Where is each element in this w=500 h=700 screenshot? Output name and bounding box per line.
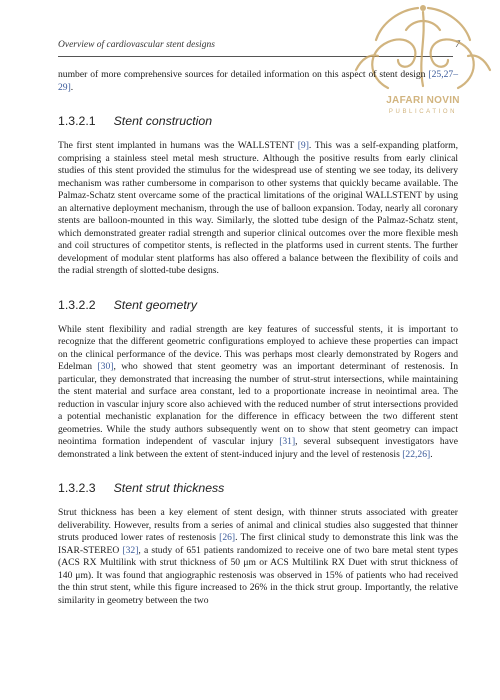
- citation-link[interactable]: [25,27–29]: [58, 69, 458, 93]
- intro-end: .: [70, 81, 74, 93]
- section-title: Stent geometry: [113, 297, 197, 312]
- paragraph-text: .: [430, 448, 433, 460]
- section-title: Stent strut thickness: [113, 481, 225, 495]
- paragraph-text: . The first clinical study to demonstrate this link was the ISAR-STEREO: [58, 532, 458, 556]
- intro-paragraph: [58, 69, 458, 94]
- section-number: 1.3.2.1: [58, 114, 96, 128]
- intro-text: number of more comprehensive sources for detailed information on this aspect of stent design: [58, 69, 429, 80]
- section-heading: [58, 298, 458, 312]
- section-heading: [58, 114, 458, 128]
- section-stent-strut-thickness: [58, 481, 458, 607]
- paragraph-text: Strut thickness has been a key element of stent design, with thinner struts associated with greater deliverability. However, results from a series of animal and clinical studies also suggested that thinner struts produced lower rates of restenosis: [58, 507, 458, 543]
- section-title: Stent construction: [113, 114, 213, 128]
- section-stent-geometry: [58, 298, 458, 462]
- citation-link[interactable]: [32]: [122, 544, 139, 556]
- watermark-tagline: PUBLICATION: [388, 109, 458, 115]
- section-paragraph: [58, 140, 458, 278]
- citation-link[interactable]: [31]: [279, 436, 296, 447]
- citation-link[interactable]: [22,26]: [402, 448, 431, 460]
- section-paragraph: [58, 324, 458, 462]
- watermark-name: JAFARI NOVIN: [386, 95, 460, 106]
- page-number: 7: [455, 40, 460, 50]
- paragraph-text: , who showed that stent geometry was an important determinant of restenosis. In particular, they demonstrated that increasing the number of strut-strut intersections, while maintaining the stent material and surface area constant, led to a proportionate increase in neointimal area. The reduction in vascular injury score also achieved with the reduced number of strut intersections provided a potential mechanistic explanation for the difference in efficacy between the two different stent geometries. While the study authors subsequently went on to show that stent geometry can impact neointima formation independent of vascular injury: [58, 361, 459, 447]
- citation-link[interactable]: [26]: [219, 532, 236, 543]
- section-heading: [58, 481, 458, 495]
- section-paragraph: [58, 507, 458, 607]
- section-stent-construction: [58, 114, 458, 278]
- citation-link[interactable]: [30]: [97, 361, 114, 372]
- paragraph-text: While stent flexibility and radial strength are key features of successful stents, it is important to recognize that the different geometric configurations employed to achieve these properties can impact on the clinical performance of the device. This was perhaps most clearly demonstrated by Rogers and Edelman: [58, 323, 458, 372]
- paragraph-text: , several subsequent investigators have demonstrated a link between the extent of stent-induced injury and the level of restenosis: [58, 436, 458, 460]
- paragraph-text: , a study of 651 patients randomized to receive one of two bare metal stent types (ACS RX Multilink with strut thickness of 50 μm or ACS Multilink RX Duet with strut thickness of 140 μm). It was found that angiographic restenosis was observed in 15% of patients who had received the thin strut stent, while this figure increased to 26% in the thick strut group. Importantly, the relative similarity in geometry between the two: [58, 544, 458, 606]
- section-number: 1.3.2.2: [58, 297, 96, 312]
- running-head-title: Overview of cardiovascular stent designs: [58, 40, 215, 50]
- paragraph-text: . This was a self-expanding platform, comprising a stainless steel metal mesh structure. Although the positive results from early clinical studies of this stent provided the stimulus for the widespread use of stenting we see today, its delivery mechanism was rather cumbersome in comparison to other systems that quickly became available. The Palmaz-Schatz stent overcame some of the practical limitations of the original WALLSTENT by using an alternative deployment mechanism, through the use of balloon expansion. Today, nearly all coronary stents are balloon-mounted in this way. Similarly, the slotted tube design of the Palmaz-Schatz stent, which demonstrated greater radial strength and superior clinical outcomes over the more flexible mesh and coil structures of competitor stents, is reflected in the platforms used in current stents. The further development of modular stent platforms has also offered a balance between the flexibility of coils and the radial strength of slotted-tube designs.: [58, 140, 458, 276]
- citation-link[interactable]: [9]: [297, 140, 309, 151]
- paragraph-text: The first stent implanted in humans was the WALLSTENT: [58, 140, 298, 151]
- section-number: 1.3.2.3: [58, 481, 96, 495]
- page-body: [58, 69, 458, 607]
